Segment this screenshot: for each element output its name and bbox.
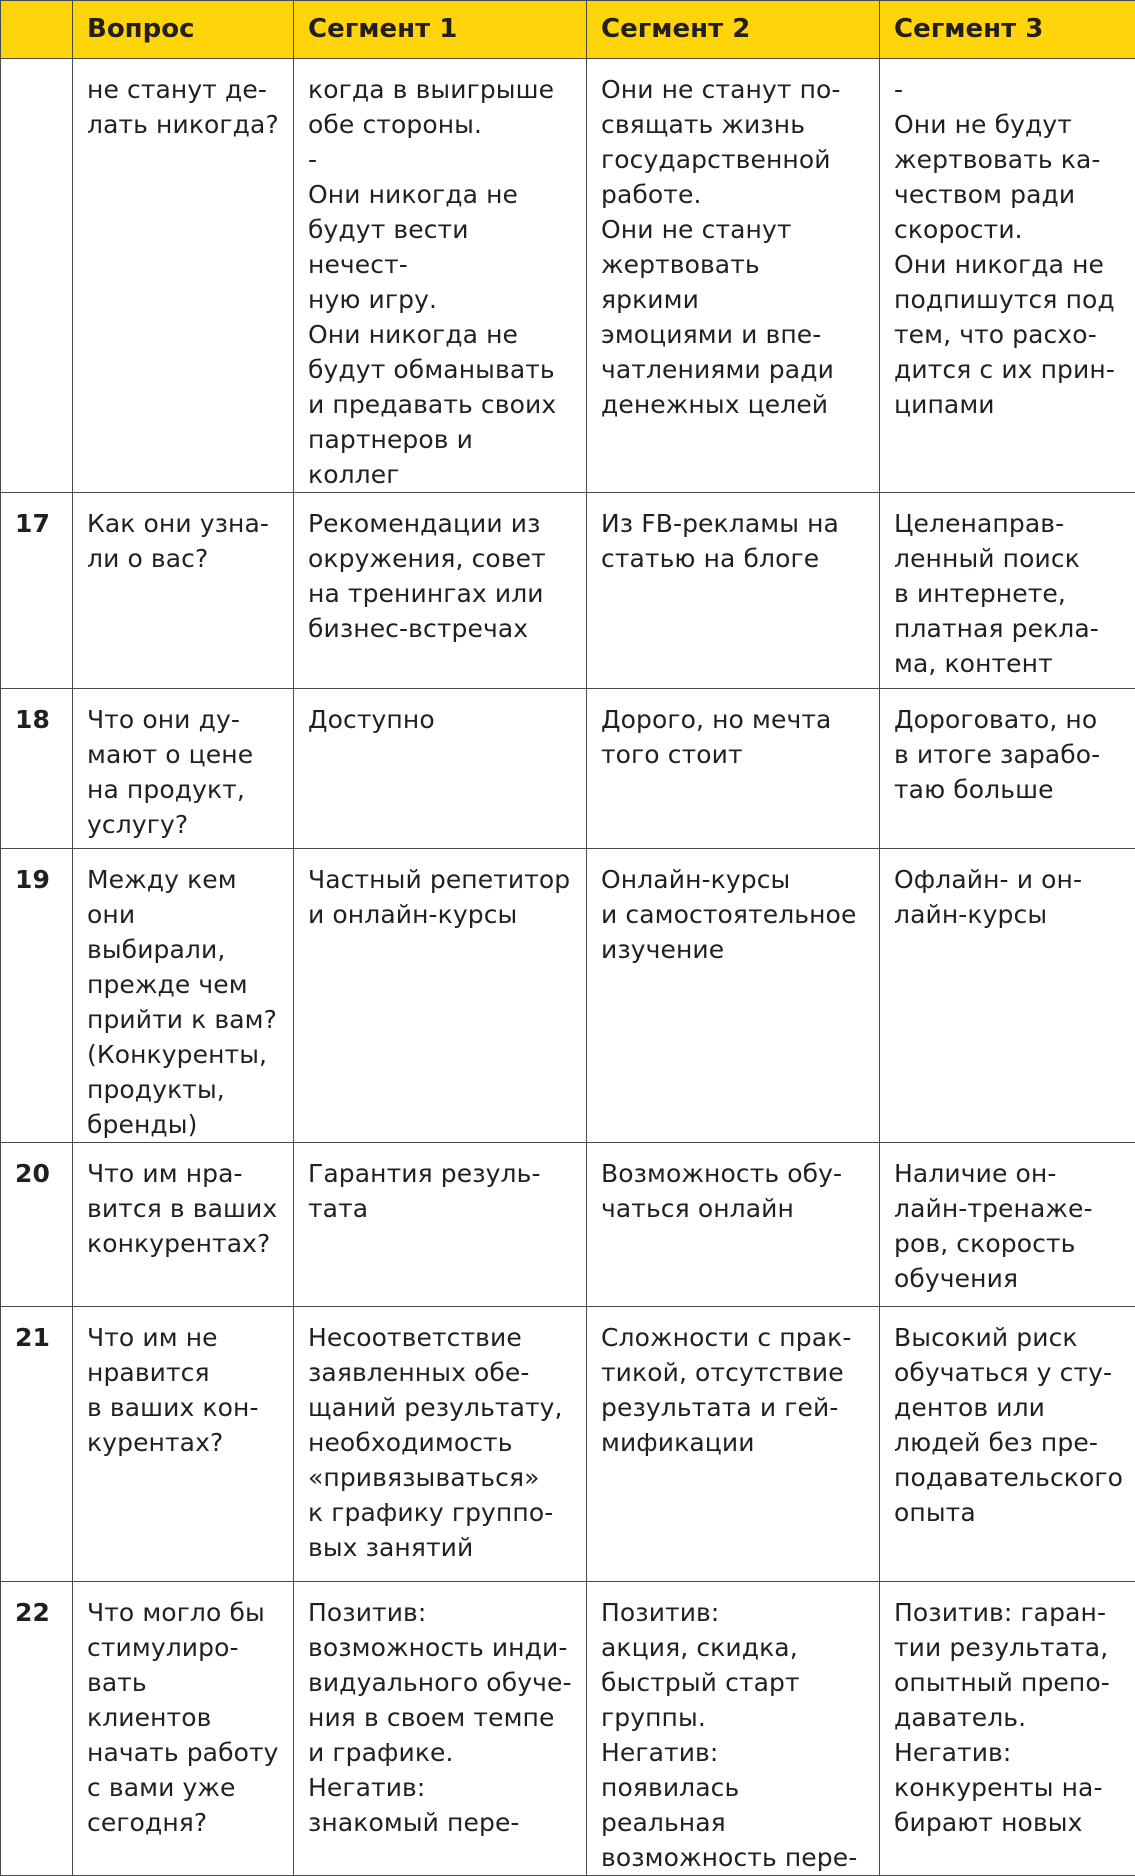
segment-2-cell: Сложности с прак- тикой, отсутствие результата и гей- мификации xyxy=(587,1307,880,1582)
question-cell: не станут де- лать никогда? xyxy=(73,59,294,493)
table-row xyxy=(1,1307,1135,1582)
segment-3-cell: - Они не будут жертвовать ка- чеством ради скорости. Они никогда не подпишутся под тем, что расхо- дится с их прин- ципами xyxy=(880,59,1135,493)
segment-1-cell: Доступно xyxy=(294,689,587,849)
row-number-cell: 18 xyxy=(1,689,73,849)
segment-2-cell: Они не станут по- свящать жизнь государственной работе. Они не станут жертвовать яркими эмоциями и впе- чатлениями ради денежных целей xyxy=(587,59,880,493)
segment-3-cell: Высокий риск обучаться у сту- дентов или людей без пре- подавательского опыта xyxy=(880,1307,1135,1582)
segment-3-cell: Наличие он- лайн-тренаже- ров, скорость обучения xyxy=(880,1143,1135,1307)
segment-2-cell: Из FB-рекламы на статью на блоге xyxy=(587,493,880,689)
row-number-cell: 21 xyxy=(1,1307,73,1582)
header-row xyxy=(1,1,1135,59)
segment-2-cell: Позитив: акция, скидка, быстрый старт группы. Негатив: появилась реальная возможность пере- xyxy=(587,1582,880,1876)
row-number-cell: 22 xyxy=(1,1582,73,1876)
row-number-cell xyxy=(1,59,73,493)
question-cell: Что им нра- вится в ваших конкурентах? xyxy=(73,1143,294,1307)
table-row xyxy=(1,689,1135,849)
table-row xyxy=(1,493,1135,689)
row-number-cell: 17 xyxy=(1,493,73,689)
header-number xyxy=(1,1,73,59)
table-row xyxy=(1,1582,1135,1876)
question-cell: Как они узна- ли о вас? xyxy=(73,493,294,689)
question-cell: Что могло бы стимулиро- вать клиентов начать работу с вами уже сегодня? xyxy=(73,1582,294,1876)
table-row xyxy=(1,59,1135,493)
row-number-cell: 19 xyxy=(1,849,73,1143)
segment-2-cell: Возможность обу- чаться онлайн xyxy=(587,1143,880,1307)
segment-1-cell: когда в выигрыше обе стороны. - Они никогда не будут вести нечест- ную игру. Они никогда не будут обманывать и предавать своих партнеров и коллег xyxy=(294,59,587,493)
segment-1-cell: Несоответствие заявленных обе- щаний результату, необходимость «привязываться» к графику группо- вых занятий xyxy=(294,1307,587,1582)
question-cell: Что им не нравится в ваших кон- курентах? xyxy=(73,1307,294,1582)
segment-1-cell: Позитив: возможность инди- видуального обуче- ния в своем темпе и графике. Негатив: знакомый пере- xyxy=(294,1582,587,1876)
segment-3-cell: Целенаправ- ленный поиск в интернете, платная рекла- ма, контент xyxy=(880,493,1135,689)
segment-3-cell: Позитив: гаран- тии результата, опытный препо- даватель. Негатив: конкуренты на- бирают новых xyxy=(880,1582,1135,1876)
segment-3-cell: Офлайн- и он- лайн-курсы xyxy=(880,849,1135,1143)
question-cell: Между кем они выбирали, прежде чем прийти к вам? (Конкуренты, продукты, бренды) xyxy=(73,849,294,1143)
row-number-cell: 20 xyxy=(1,1143,73,1307)
question-cell: Что они ду- мают о цене на продукт, услугу? xyxy=(73,689,294,849)
segment-1-cell: Частный репетитор и онлайн-курсы xyxy=(294,849,587,1143)
segment-2-cell: Онлайн-курсы и самостоятельное изучение xyxy=(587,849,880,1143)
segment-3-cell: Дороговато, но в итоге зарабо- таю больше xyxy=(880,689,1135,849)
table-row xyxy=(1,1143,1135,1307)
header-segment-2: Сегмент 2 xyxy=(587,1,880,59)
header-question: Вопрос xyxy=(73,1,294,59)
segment-2-cell: Дорого, но мечта того стоит xyxy=(587,689,880,849)
table-row xyxy=(1,849,1135,1143)
segment-1-cell: Гарантия резуль- тата xyxy=(294,1143,587,1307)
header-segment-3: Сегмент 3 xyxy=(880,1,1135,59)
header-segment-1: Сегмент 1 xyxy=(294,1,587,59)
segment-1-cell: Рекомендации из окружения, совет на тренингах или бизнес-встречах xyxy=(294,493,587,689)
